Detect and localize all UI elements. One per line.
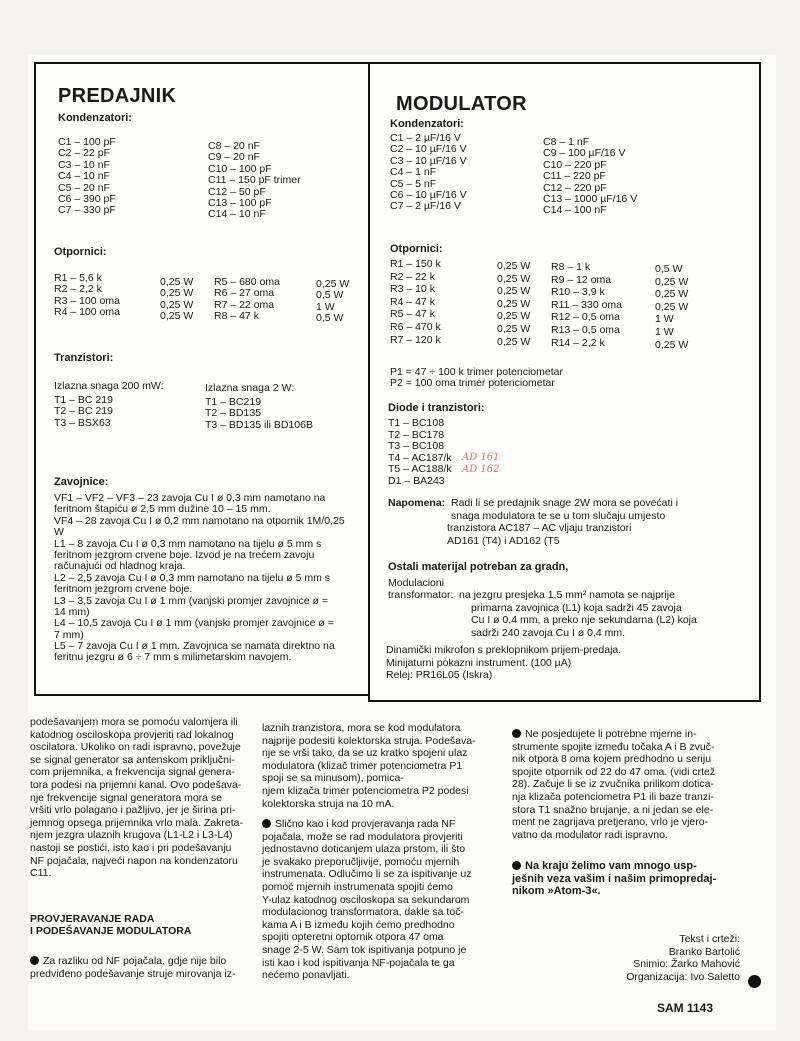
list-item: C13 – 1000 µF/16 V	[543, 192, 638, 205]
list-item: 14 mm)	[54, 605, 90, 618]
predajnik-otpornici-label: Otpornici:	[54, 246, 107, 258]
text-line: stora T1 snažno brujanje, a ni jedan se ele-	[512, 803, 714, 816]
text-line: jednostavno doticanjem ulaza prstom, ili što	[262, 843, 466, 856]
predajnik-otp-col1-w	[160, 276, 193, 322]
list-item: C2 – 22 pF	[58, 147, 110, 160]
list-item: 0,25 W	[655, 288, 689, 301]
tr-left-head: Izlazna snaga 200 mW:	[54, 380, 164, 392]
text-line: jemnog opsega prijemnika vrlo mala. Zakreta-	[30, 816, 244, 829]
text-line: 28). Začuje li se iz zvučnika prilikom dotica-	[512, 778, 714, 791]
text-line: nastoji se postići, isto kao i pri podešavanju	[30, 841, 232, 854]
modulator-trimeri	[390, 366, 563, 389]
text-span: Slično kao i kod provjeravanja rada NF	[275, 818, 456, 830]
list-item: R1 – 5,6 k	[54, 272, 102, 284]
napomena-text	[447, 497, 679, 547]
list-item: T2 – BC178	[388, 428, 445, 441]
predajnik-zavojnice-label: Zavojnice:	[54, 476, 109, 488]
text-line	[512, 728, 752, 741]
list-item: R14 – 2,2 k	[551, 336, 605, 349]
list-item: R4 – 100 oma	[54, 306, 120, 319]
list-item: C5 – 20 nF	[58, 181, 110, 194]
predajnik-kondenzatori-label: Kondenzatori:	[58, 112, 132, 124]
list-item: Cu I ø 0,4 mm, a preko nje sekundarna (L2) koja	[471, 614, 697, 627]
text-line: nećemo ponavljati.	[262, 969, 350, 982]
list-item: tranzistora AC187 – AC vljaju tranzistori	[447, 522, 632, 535]
text-line: laznih tranzistora, mora se kod modulatora	[262, 722, 461, 734]
text-line: C11.	[30, 867, 52, 880]
modulacioni-label: Modulacioni	[388, 577, 445, 589]
list-item: C10 – 100 pF	[208, 162, 272, 175]
list-item: 0,5 W	[655, 263, 683, 275]
list-item: T2 – BD135	[205, 407, 262, 420]
list-item: 0,25 W	[497, 297, 531, 310]
predajnik-otp-col2-w	[316, 278, 349, 324]
text-line: tora podesi na prijemni kanal. Ovo podešava-	[30, 778, 242, 791]
list-item: R7 – 22 oma	[214, 298, 275, 311]
credit-line: Branko Bartolić	[668, 945, 740, 958]
text-line: snage 2-5 W. Sam tok ispitivanja potpuno je	[262, 943, 467, 956]
list-item: 0,25 W	[655, 275, 689, 288]
list-item: 0,25 W	[497, 335, 531, 348]
list-item: L2 – 2,5 zavoja Cu I ø 0,3 mm namotano na tijelu ø 5 mm s	[54, 571, 331, 584]
list-item: R11 – 330 oma	[551, 298, 623, 311]
list-item: L3 – 3,5 zavoja Cu I ø 1 mm (vanjski promjer zavojnice ø =	[54, 594, 328, 607]
predajnik-tr-left	[54, 394, 113, 428]
list-item: C8 – 1 nF	[543, 136, 590, 148]
modulator-otp-col1	[390, 258, 441, 346]
predajnik-kond-col2	[208, 140, 301, 220]
list-item: feritnom jezgrom crvene boje.	[54, 583, 193, 596]
list-item: T4 – AC187/k	[388, 451, 452, 464]
text-line: ješnih veza vašim i našim primopredaj-	[512, 872, 717, 885]
list-item: feritnom jezgrom crvene boje. Izvod je na trećem zavoju	[54, 548, 315, 561]
predajnik-tr-right	[205, 396, 313, 430]
text-line	[512, 860, 752, 873]
text-line: kolektorska struja na 10 mA.	[262, 797, 395, 810]
text-span: Na kraju želimo vam mnogo usp-	[525, 860, 697, 872]
list-item: R5 – 680 oma	[214, 276, 280, 288]
bullet-icon	[262, 819, 271, 828]
list-item: L1 – 8 zavoja Cu I ø 0,3 mm namotano na tijelu ø 5 mm s	[54, 537, 322, 550]
list-item: 0,5 W	[316, 289, 344, 302]
list-item: C9 – 20 nF	[208, 151, 260, 164]
list-item: 1 W	[655, 313, 674, 326]
list-item: 0,25 W	[316, 278, 350, 290]
list-item: 0,25 W	[160, 287, 194, 300]
text-line: modulatora (klizač trimer potenciometra P1	[262, 759, 463, 772]
text-line: njem jezgra ulaznih krugova (L1-L2 i L3-L4)	[30, 829, 233, 842]
credit-line: Snimio: Žarko Mahović	[633, 958, 740, 971]
modulator-otp-col2-w	[655, 263, 688, 351]
heading-line: I PODEŠAVANJE MODULATORA	[30, 925, 192, 937]
text-line: spojite otpornik od 22 do 47 oma. (vidi crtež	[512, 765, 716, 778]
list-item: D1 – BA243	[388, 474, 445, 487]
list-item: C14 – 100 nF	[543, 204, 607, 217]
text-line: com prijemnika, a frekvencija signal genera-	[30, 766, 235, 779]
list-item: 7 mm)	[54, 628, 84, 641]
text-line: se signal generator sa antenskom priključni-	[30, 753, 235, 766]
list-item: C6 – 390 pF	[58, 192, 116, 205]
list-item: 0,25 W	[497, 310, 531, 323]
list-item: 0,25 W	[655, 300, 689, 313]
list-item: VF4 – 28 zavoja Cu I ø 0,2 mm namotano na otpornik 1M/0,25	[54, 514, 345, 527]
list-item: VF1 – VF2 – VF3 – 23 zavoja Cu I ø 0,3 mm namotano na	[54, 492, 326, 504]
predajnik-otp-col1	[54, 272, 120, 318]
text-span: Ne posjedujete li potrebne mjerne in-	[525, 728, 697, 740]
list-item: R3 – 10 k	[390, 283, 435, 296]
list-item: R8 – 47 k	[214, 310, 259, 323]
list-item: P1 = 47 ÷ 100 k trimer potenciometar	[390, 366, 563, 378]
text-line: ment ne zagrijava pretjerano, vrlo je vjero-	[512, 816, 709, 829]
text-line	[262, 818, 494, 831]
list-item: T3 – BC108	[388, 440, 445, 453]
predajnik-kond-col1	[58, 136, 116, 216]
tr-right-head: Izlazna snaga 2 W:	[205, 382, 295, 394]
list-item: C11 – 150 pF trimer	[208, 174, 301, 187]
list-item: C9 – 100 µF/16 V	[543, 147, 626, 160]
text-line: je svakako preporučljivije, pomoću mjernih	[262, 855, 460, 868]
list-item: R12 – 0,5 oma	[551, 311, 620, 324]
credit-line: Tekst i crteži:	[679, 933, 740, 945]
list-item: T3 – BD135 ili BD106B	[205, 418, 313, 431]
text-line: instrumenata. Odlučimo li se za ispitivanje uz	[262, 868, 472, 881]
text-line: modulacionog transformatora, dakle sa toč-	[262, 906, 464, 919]
bullet-icon	[512, 861, 521, 870]
handwritten-note: AD 161	[462, 452, 500, 463]
list-item: R6 – 470 k	[390, 320, 441, 333]
list-item: C12 – 220 pF	[543, 181, 607, 194]
transformator-text	[459, 589, 697, 639]
list-item: T3 – BSX63	[54, 416, 111, 429]
article-col3	[512, 728, 752, 841]
list-item: R13 – 0,5 oma	[551, 323, 620, 336]
end-mark-icon	[748, 975, 761, 988]
list-item: snaga modulatora te se u tom slučaju umjesto	[451, 509, 666, 522]
list-item: P2 = 100 oma trimer potenciometar	[390, 377, 555, 390]
list-item: 0,25 W	[160, 298, 194, 311]
text-line: kama A i B između kojih ćemo predhodno	[262, 918, 455, 931]
list-item: R4 – 47 k	[390, 295, 435, 308]
modulator-kondenzatori-label: Kondenzatori:	[390, 118, 464, 130]
text-line: pomoć mjernih instrumenata spojiti ćemo	[262, 880, 453, 893]
list-item: T1 – BC108	[388, 417, 445, 429]
list-item: 0,25 W	[497, 260, 531, 272]
list-item: R9 – 12 oma	[551, 273, 612, 286]
list-item: 0,5 W	[316, 312, 344, 325]
article-col2b	[262, 818, 494, 982]
text-line: vršiti vrlo polagano i pažljivo, jer je širina pri-	[30, 804, 236, 817]
modulator-otpornici-label: Otpornici:	[390, 243, 443, 255]
transformator-label: transformator:	[388, 589, 454, 601]
list-item: Minijaturni pokazni instrument. (100 µA)	[386, 656, 572, 669]
modulator-misc	[386, 644, 621, 682]
list-item: C12 – 50 pF	[208, 185, 266, 198]
text-line: Y-ulaz katodnog osciloskopa sa sekundarom	[262, 893, 470, 906]
list-item: C4 – 10 nF	[58, 170, 110, 183]
list-item: R6 – 27 oma	[214, 287, 275, 300]
list-item: C10 – 220 pF	[543, 158, 607, 171]
list-item: 0,25 W	[497, 272, 531, 285]
list-item: C11 – 220 pF	[543, 170, 606, 183]
section-heading	[30, 913, 191, 937]
predajnik-title: PREDAJNIK	[58, 85, 177, 107]
list-item: primarna zavojnica (L1) koja sadrži 45 zavoja	[471, 601, 682, 614]
text-line: isti kao i kod ispitivanja NF-pojačala te ga	[262, 956, 455, 969]
list-item: L5 – 7 zavoja Cu I ø 1 mm. Zavojnica se namata direktno na	[54, 640, 335, 653]
list-item: C3 – 10 nF	[58, 158, 110, 171]
list-item: R8 – 1 k	[551, 261, 591, 273]
bullet-icon	[512, 729, 521, 738]
list-item: AD161 (T4) i AD162 (T5	[447, 534, 560, 547]
bullet-icon	[30, 956, 39, 965]
text-line: strumente spojite između točaka A i B zvuč-	[512, 740, 715, 753]
article-col1	[30, 716, 252, 880]
modulator-kond-col1	[390, 132, 467, 212]
list-item: 1 W	[316, 300, 335, 313]
list-item: C2 – 10 µF/16 V	[390, 143, 467, 156]
list-item: feritnom štapiću ø 2,5 mm dužine 10 – 15 mm.	[54, 503, 271, 516]
text-line	[30, 955, 252, 968]
handwritten-note: AD 162	[462, 464, 500, 475]
list-item: 1 W	[655, 325, 674, 338]
list-item: C5 – 5 nF	[390, 177, 437, 190]
text-line: predviđeno podešavanje struje mirovanja iz-	[30, 967, 236, 980]
list-item: T1 – BC 219	[54, 394, 113, 406]
modulator-otp-col2	[551, 261, 622, 349]
list-item: W	[54, 526, 64, 539]
text-line: nje se vrši tako, da se uz kratko spojeni ulaz	[262, 747, 468, 760]
list-item: 0,25 W	[160, 276, 194, 288]
list-item: C6 – 10 µF/16 V	[390, 188, 467, 201]
ostali-label: Ostali materijal potreban za gradn,	[388, 561, 569, 573]
list-item: C7 – 2 µF/16 V	[390, 200, 461, 213]
text-line: podešavanjem mora se pomoću valomjera ili	[30, 716, 238, 728]
list-item: 0,25 W	[160, 310, 194, 323]
credits	[560, 933, 740, 983]
modulator-kond-col2	[543, 136, 637, 216]
text-line: NF pojačala, najveći napon na kondenzatoru	[30, 854, 238, 867]
text-line: oscilatora. Ukoliko on radi ispravno, povežuje	[30, 741, 241, 754]
list-item: R1 – 150 k	[390, 258, 441, 270]
heading-line: PROVJERAVANJE RADA	[30, 913, 155, 925]
list-item: Dinamički mikrofon s preklopnikom prijem-predaja.	[386, 644, 622, 656]
article-col3b	[512, 860, 752, 898]
predajnik-zavojnice	[54, 492, 345, 663]
article-col1b	[30, 955, 252, 980]
text-line: najprije podesiti kolektorska struja. Podešava-	[262, 734, 476, 747]
text-line: njem klizača trimer potenciometra P2 podesi	[262, 784, 469, 797]
text-line: nje frekvencije signal generatora mora se	[30, 791, 223, 804]
list-item: T1 – BC219	[205, 396, 262, 408]
list-item: R10 – 3,9 k	[551, 286, 605, 299]
list-item: R5 – 47 k	[390, 308, 435, 321]
list-item: na jezgru presjeka 1,5 mm² namota se najprije	[459, 589, 675, 601]
modulator-otp-col1-w	[497, 260, 530, 348]
list-item: 0,25 W	[497, 322, 531, 335]
list-item: R7 – 120 k	[390, 333, 441, 346]
modulator-diode	[388, 417, 452, 487]
list-item: L4 – 10,5 zavoja Cu I ø 1 mm (vanjski promjer zavojnice ø =	[54, 617, 334, 630]
page-number: SAM 1143	[657, 1001, 714, 1015]
list-item: C7 – 330 pF	[58, 204, 116, 217]
text-span: Za razliku od NF pojačala, gdje nije bilo	[43, 955, 227, 967]
list-item: 0,25 W	[497, 285, 531, 298]
text-line: nik otpora 8 oma kojem predhodno u seriju	[512, 753, 712, 766]
credit-line: Organizacija: Ivo Saletto	[626, 970, 740, 983]
list-item: C13 – 100 pF	[208, 196, 272, 209]
napomena-label: Napomena:	[388, 497, 446, 509]
list-item: Radi li se predajnik snage 2W mora se povećati i	[451, 497, 679, 509]
text-line: nikom »Atom-3«.	[512, 885, 601, 898]
list-item: C1 – 2 µF/16 V	[390, 132, 461, 144]
list-item: feritnu jezgru ø 6 ÷ 7 mm s milimetarskim navojem.	[54, 651, 292, 664]
list-item: T5 – AC188/k	[388, 463, 452, 476]
article-col2	[262, 722, 494, 810]
list-item: C4 – 1 nF	[390, 166, 437, 179]
text-line: spoji se sa minusom), pomica-	[262, 772, 404, 785]
list-item: R2 – 22 k	[390, 270, 435, 283]
text-line: pojačala, može se rad modulatora provjeriti	[262, 830, 463, 843]
predajnik-otp-col2	[214, 276, 280, 322]
list-item: R2 – 2,2 k	[54, 283, 102, 296]
modulator-title: MODULATOR	[396, 93, 527, 115]
text-line: katodnog osciloskopa provjeriti rad lokalnog	[30, 728, 234, 741]
list-item: C1 – 100 pF	[58, 136, 116, 148]
list-item: C3 – 10 µF/16 V	[390, 154, 467, 167]
list-item: računajući od hladnog kraja.	[54, 560, 186, 573]
text-line: vatno da modulator radi ispravno.	[512, 828, 668, 841]
modulator-diode-label: Diode i tranzistori:	[388, 402, 485, 414]
list-item: T2 – BC 219	[54, 405, 113, 418]
predajnik-tranzistori-label: Tranzistori:	[54, 352, 114, 364]
list-item: R3 – 100 oma	[54, 294, 120, 307]
list-item: 0,25 W	[655, 338, 689, 351]
list-item: Relej: PR16L05 (Iskra)	[386, 669, 493, 682]
text-line: nja klizača potenciometra P1 ili baze tranzi-	[512, 790, 714, 803]
list-item: C8 – 20 nF	[208, 140, 260, 152]
text-line: spojiti opteretni optornik otpora 47 oma	[262, 931, 444, 944]
list-item: C14 – 10 nF	[208, 208, 266, 221]
list-item: sadrži 240 zavoja Cu I ø 0,4 mm.	[471, 626, 626, 639]
